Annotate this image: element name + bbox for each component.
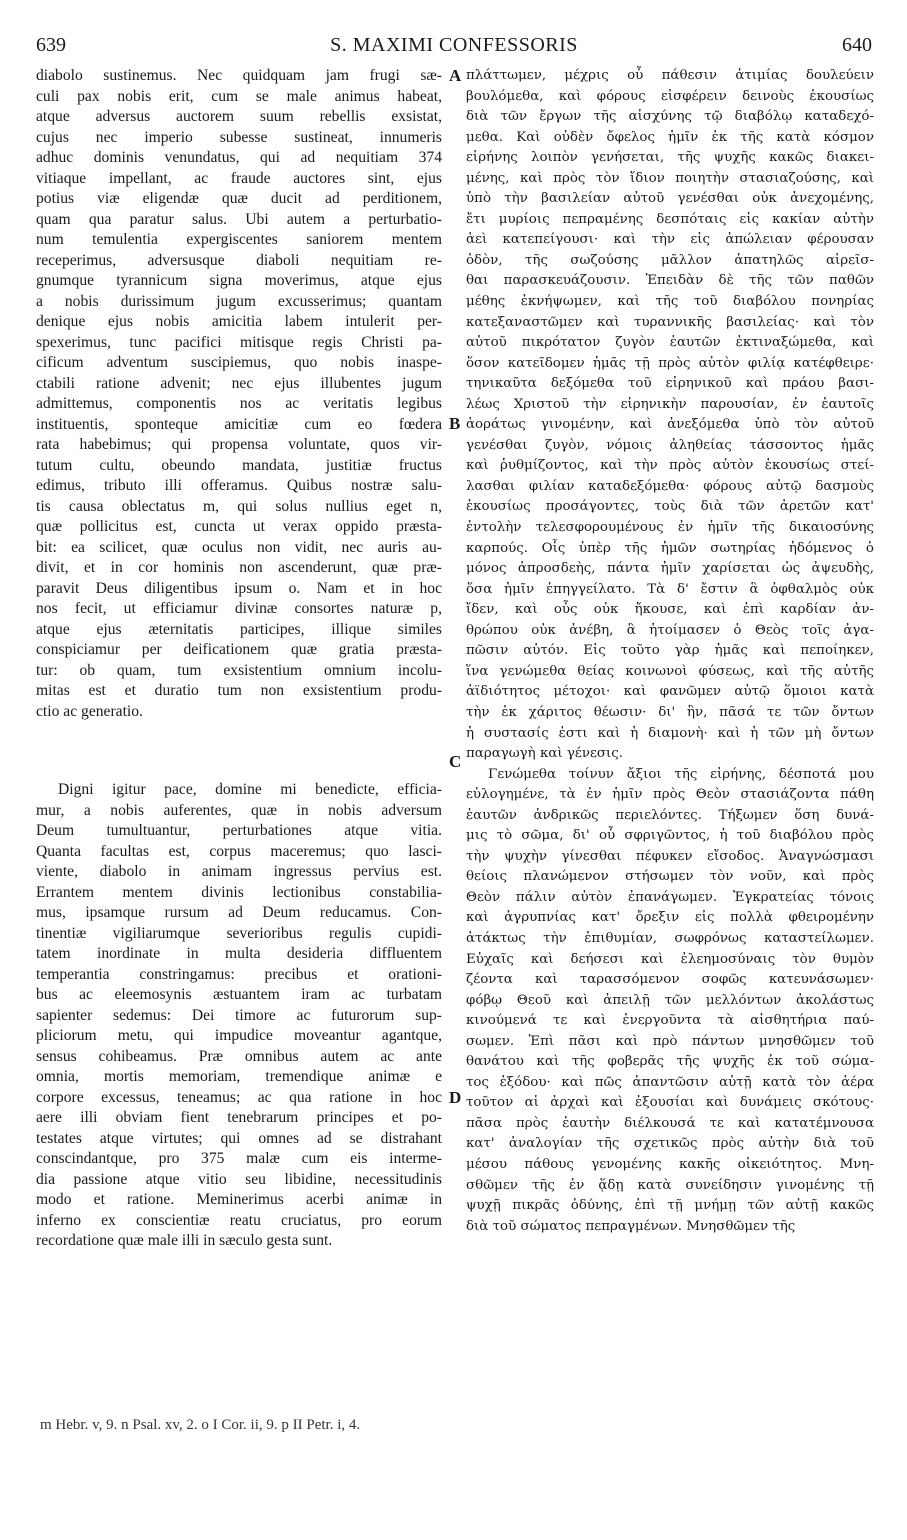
text-line: μέσου πάθους γενομένης κακῆς οἰκειότητος. Μνη-	[466, 1156, 874, 1172]
text-line: ἔτι μυρίοις πεπραμένης δεσπόταις εἰς κακίαν αὐτὴν	[466, 211, 874, 227]
text-line: diabolo sustinemus. Nec quidquam jam frugi sæ-	[36, 67, 442, 84]
text-line: ὑπὸ τὴν βασιλείαν αὐτοῦ γενέσθαι οὐκ ἀνεχομένης,	[466, 191, 874, 207]
text-line: temperantia constringamus: precibus et orationi-	[36, 965, 442, 983]
text-line: instituentis, sponteque amicitiæ cum eo fœdera	[36, 415, 442, 433]
text-line: bit: ea scilicet, quæ oculus non vidit, nec auris au-	[36, 538, 442, 556]
text-line: modo et ratione. Meminerimus acerbi animæ in	[36, 1191, 442, 1208]
text-line: σωμεν. Ἐπὶ πᾶσι καὶ πρὸ πάντων μνησθῶμεν τοῦ	[466, 1033, 874, 1049]
latin-paragraph-2	[36, 780, 442, 1252]
text-line: διὰ τοῦ σώματος πεπραγμένων. Μνησθῶμεν τῆς	[466, 1218, 796, 1234]
text-line: ἀοράτως γινομένην, καὶ ἀνεξόμεθα ὑπὸ τὸν αὐτοῦ	[466, 417, 874, 433]
text-line: cificum adventum suscipiemus, quo nobis inaspe-	[36, 354, 442, 371]
text-line: atque ejus æternitatis participes, illique similes	[36, 620, 442, 638]
text-line: omnia, mortis memoriam, tremendique animæ e	[36, 1068, 442, 1085]
text-line: ἀεὶ κατεπείγουσι· καὶ τὴν εἰς ἀπώλειαν φέρουσαν	[466, 232, 874, 248]
text-line: nos fecit, ut efficiamur divinæ consortes naturæ p,	[36, 600, 442, 617]
section-mark-c: C	[449, 752, 462, 771]
text-line: μένης, καὶ πρὸς τὸν ἴδιον ποιητὴν στασιαζούσης, καὶ	[466, 170, 874, 186]
text-line: μις τὸ σῶμα, δι' οὗ σφριγῶντος, ἡ τοῦ διαβόλου πρὸς	[466, 828, 874, 844]
text-line: πλάττωμεν, μέχρις οὗ πάθεσιν ἀτιμίας δουλεύειν	[466, 68, 874, 83]
page-number-right: 640	[842, 34, 872, 56]
text-line: εὐλογημένε, τὰ ἐν ἡμῖν πρὸς Θεὸν στασιάζοντα πάθη	[466, 787, 874, 803]
text-line: conscindantque, pro 375 malæ cum eis interme-	[36, 1150, 442, 1167]
text-line: ὁδὸν, τῆς σωζούσης μᾶλλον ἀπατηλῶς αἱρεῖσ-	[466, 252, 874, 268]
text-line: paravit Deus diligentibus ipsum o. Nam et in hoc	[36, 579, 442, 597]
text-line: μέθης ἐκνήψωμεν, καὶ τῆς τοῦ διαβόλου πονηρίας	[466, 294, 874, 310]
text-line: edimus, tributo illi offeramus. Quibus nostræ salu-	[36, 477, 442, 494]
text-line: corpore excessus, teneamus; ac qua ratione in hoc	[36, 1088, 442, 1106]
text-line: sensus cohibeamus. Præ omnibus autem ac ante	[36, 1047, 442, 1065]
running-title: S. MAXIMI CONFESSORIS	[330, 34, 578, 56]
text-line: ἐντολὴν τελεσφορουμένους ἐν ἡμῖν τῆς δικαιοσύνης	[466, 520, 874, 536]
text-line: tutum cultu, obeundo mandata, justitiæ fructus	[36, 456, 442, 474]
text-line: tinentiæ vigiliarumque severioribus regulis cupidi-	[36, 924, 442, 942]
text-line: spexerimus, tunc pacifici mitisque regis Christi pa-	[36, 333, 442, 351]
footnotes: m Hebr. v, 9. n Psal. xv, 2. o I Cor. ii, 9. p II Petr. i, 4.	[40, 1417, 361, 1433]
text-line: ἑκουσίως προσάγοντες, τοὺς διὰ τῶν ἀρετῶν κατ'	[466, 499, 874, 515]
text-line: τηνικαῦτα δεξόμεθα τοῦ εἰρηνικοῦ καὶ πράου βασι-	[466, 376, 874, 392]
text-line: βουλόμεθα, καὶ φόρους εἰσφέρειν δεινοὺς ἑκουσίως	[466, 88, 874, 104]
text-line: Θεὸν πάλιν αὐτὸν ἐπανάγωμεν. Ἐγκρατείας τόνοις	[466, 889, 874, 905]
text-line: ἀϊδιότητος μέτοχοι· καὶ φανῶμεν αὐτῷ ὅμοιοι κατὰ	[466, 684, 874, 700]
text-line: denique ejus nobis amicitia labem intulerit per-	[36, 313, 442, 330]
text-line: Γενώμεθα τοίνυν ἄξιοι τῆς εἰρήνης, δέσποτά μου	[488, 766, 874, 782]
text-line: ctabili ratione advenit; nec ejus illubentes jugum	[36, 374, 442, 392]
section-mark-d: D	[449, 1088, 462, 1107]
text-line: sapienter sedemus: Dei timore ac futurorum sup-	[36, 1006, 442, 1024]
text-line: μεθα. Καὶ οὐδὲν ὄφελος ἡμῖν ἐκ τῆς κατὰ κόσμον	[466, 129, 874, 145]
text-line: atque adversus auctorem suum rebellis exsistat,	[36, 108, 442, 125]
text-line: admittemus, componentis nos ac veritatis legibus	[36, 395, 442, 412]
greek-column	[466, 66, 874, 1237]
section-mark-a: A	[449, 66, 462, 85]
text-line: adhuc dominis venundatus, qui ad nequitiam 374	[36, 149, 442, 166]
greek-text	[466, 66, 874, 1237]
text-line: θρώπου οὐκ ἀνέβη, ἃ ἡτοίμασεν ὁ Θεὸς τοῖς ἀγα-	[466, 622, 874, 638]
text-line: κατ' ἀναλογίαν τῆς σχετικῶς πρὸς αὐτὴν διὰ τοῦ	[466, 1136, 874, 1152]
text-line: tis causa oblectatus m, qui solus nullius eget n,	[36, 497, 442, 515]
text-line: cujus nec imperio subesse sustineat, innumeris	[36, 128, 442, 146]
text-line: culi pax nobis erit, cum se male animus habeat,	[36, 87, 442, 105]
text-line: dia passione atque vitio seu libidine, necessitudinis	[36, 1170, 442, 1188]
text-line: θείοις πλανώμενον στήσωμεν τὸν νοῦν, καὶ πρὸς	[466, 869, 874, 885]
text-line: ζέοντα καὶ ταρασσόμενον σοφῶς κατευνάσωμεν·	[466, 972, 874, 988]
text-line: Εὐχαῖς καὶ δεήσεσι καὶ ἐλεημοσύναις τὸν θυμὸν	[466, 951, 874, 967]
text-line: receperimus, adversusque diaboli nequitiam re-	[36, 251, 442, 269]
text-line: bus ac eleemosynis æstuantem iram ac turbatam	[36, 986, 442, 1003]
text-line: tatem inordinate in multa desideria diffluentem	[36, 945, 442, 962]
text-line: rata habebimus; qui propensa voluntate, quos vir-	[36, 436, 442, 453]
text-line: aere illi obviam fient tenebrarum principes et po-	[36, 1109, 442, 1126]
text-line: mur, a nobis auferentes, quæ in nobis adversum	[36, 801, 442, 819]
text-line: divit, et in cor hominis non ascenderunt, quæ præ-	[36, 559, 442, 576]
text-line: mus, ipsamque rursum ad Deum reducamus. Con-	[36, 904, 442, 921]
text-line: Errantem mentem divinis lectionibus constabilia-	[36, 883, 442, 901]
text-line: κατεξαναστῶμεν καὶ τυραννικῆς βασιλείας· καὶ τὸν	[466, 314, 874, 330]
text-line: πᾶσα πρὸς ἑαυτὴν διέλκουσά τε καὶ κατατέμνουσα	[466, 1115, 874, 1131]
text-line: Quanta facultas est, corpus maceremus; quo lasci-	[36, 842, 442, 860]
text-line: ψυχῇ πικρᾶς ὀδύνης, ἐπὶ τῇ μνήμῃ τῶν αὐτῇ κακῶς	[466, 1198, 874, 1214]
text-line: viente, diabolo in animam ingressus pervius est.	[36, 863, 442, 880]
paragraph-gap	[36, 722, 442, 780]
text-line: παραγωγὴ καὶ γένεσις.	[466, 746, 624, 762]
text-line: καὶ ἀγρυπνίας κατ' ὄρεξιν εἰς πολλὰ φθειρομένην	[466, 910, 874, 926]
text-line: ctio ac generatio.	[36, 702, 143, 720]
text-line: λασθαι φιλίαν καταδεξόμεθα· φόρους αὐτῷ δασμοὺς	[466, 478, 874, 494]
text-line: recordatione quæ male illi in sæculo gesta sunt.	[36, 1232, 333, 1249]
text-line: testates atque virtutes; qui omnes ad se distrahant	[36, 1129, 442, 1147]
text-line: θανάτου καὶ τῆς φοβερᾶς τῆς ψυχῆς ἐκ τοῦ σώμα-	[466, 1054, 874, 1070]
text-line: τοῦτον αἱ ἀρχαὶ καὶ ἐξουσίαι καὶ δυνάμεις σκότους·	[466, 1095, 874, 1111]
text-line: Digni igitur pace, domine mi benedicte, efficia-	[58, 781, 442, 798]
text-line: ἴδεν, καὶ οὖς οὐκ ἤκουσε, καὶ ἐπὶ καρδίαν ἀν-	[466, 602, 874, 618]
text-line: num temulentia expergiscentes saniorem mentem	[36, 231, 442, 248]
text-line: τὴν ψυχὴν γίνεσθαι πέφυκεν εἴσοδος. Ἀναγνώσμασι	[466, 848, 874, 864]
text-line: tur: ob quam, tum exsistentium omnium incolu-	[36, 661, 442, 679]
text-line: pliciorum metu, qui impudice moveantur agantque,	[36, 1027, 442, 1044]
text-line: μόνος ἀπροσδεὴς, πάντα ἡμῖν χαρίσεται ὡς ἀψευδὴς,	[466, 561, 874, 577]
text-line: mitas est et duratio tum non exsistentium produ-	[36, 682, 442, 699]
text-line: quam qua paratur salus. Ubi autem a perturbatio-	[36, 210, 442, 228]
text-line: τος ἐξόδου· καὶ πῶς ἀπαντῶσιν αὐτῇ κατὰ τὸν ἀέρα	[466, 1074, 874, 1090]
text-line: θαι παρασκευάζουσιν. Ἐπειδὰν δὲ τῆς τῶν παθῶν	[466, 273, 874, 289]
text-line: αὐτοῦ πικρότατον ζυγὸν ἑαυτῶν ἐκτιναξώμεθα, καὶ	[466, 335, 874, 351]
text-line: σθῶμεν τῆς ἐν ᾅδῃ κατὰ συνείδησιν γινομένης τῇ	[466, 1177, 874, 1193]
text-line: inferno ex conscientiæ reatu cruciatus, pro eorum	[36, 1211, 442, 1229]
text-line: Deum tumultuantur, perturbationes atque vitia.	[36, 822, 442, 839]
text-line: potius viæ eligendæ quæ ducit ad perditionem,	[36, 190, 442, 207]
text-line: τὴν ἐκ χάριτος θέωσιν· δι' ἣν, πᾶσά τε τῶν ὄντων	[466, 704, 874, 720]
text-line: κινούμενά τε καὶ ἐνεργοῦντα τὰ αἰσθητήρια παύ-	[466, 1013, 874, 1029]
text-line: καρπούς. Οἷς ὑπὲρ τῆς ἡμῶν σωτηρίας ἡδόμενος ὁ	[466, 540, 874, 556]
text-line: ἵνα γενώμεθα θείας κοινωνοὶ φύσεως, καὶ τῆς αὐτῆς	[466, 663, 874, 679]
text-line: gnumque tyrannicum signa moverimus, atque ejus	[36, 272, 442, 289]
text-line: ἀτάκτως τὴν ἐπιθυμίαν, σωφρόνως καταστείλωμεν.	[466, 930, 874, 946]
text-line: ἡ συστασίς ἐστι καὶ ἡ διαμονὴ· καὶ ἡ τῶν μὴ ὄντων	[466, 725, 874, 741]
page-number-left: 639	[36, 34, 66, 56]
text-line: ἑαυτῶν ἀνδρικῶς περιελόντες. Τήξωμεν ὅση δυνά-	[466, 807, 874, 823]
running-header	[36, 34, 872, 64]
text-line: a nobis durissimum jugum excusserimus; quantam	[36, 292, 442, 310]
text-line: διὰ τῶν ἔργων τῆς αἰσχύνης τῷ διαβόλῳ καταδεχό-	[466, 109, 874, 125]
latin-paragraph-1	[36, 66, 442, 722]
text-line: conspiciamur per deificationem quæ gratia præsta-	[36, 641, 442, 658]
text-line: γενέσθαι ζυγὸν, νόμοις ἀληθείας τάσσοντος ἡμᾶς	[466, 437, 874, 453]
text-line: καὶ ῥυθμίζοντος, καὶ τὴν πρὸς αὐτὸν ἑκουσίως στεί-	[466, 458, 874, 474]
text-line: vitiaque impellant, ac fraude auctores sint, ejus	[36, 169, 442, 187]
text-line: ὅσα ἡμῖν ἐπηγγείλατο. Τὰ δ' ἔστιν ἃ ὀφθαλμὸς οὐκ	[466, 581, 874, 597]
text-line: εἰρήνης λοιπὸν γενήσεται, τῆς ψυχῆς κακῶς διακει-	[466, 150, 874, 166]
text-line: quæ pollicitus est, cuncta ut verax oppido præsta-	[36, 518, 442, 535]
latin-column	[36, 66, 442, 1252]
section-mark-b: B	[449, 414, 461, 433]
text-line: πῶσιν αὐτόν. Εἰς τοῦτο γὰρ ἡμᾶς καὶ πεποίηκεν,	[466, 643, 874, 659]
text-line: λέως Χριστοῦ τὴν εἰρηνικὴν παρουσίαν, ἐν ἑαυτοῖς	[466, 396, 874, 412]
text-line: ὅσον κατεῖδομεν ἡμᾶς τῇ πρὸς αὐτὸν φιλίᾳ κατέφθειρε·	[466, 355, 874, 371]
text-line: φόβῳ Θεοῦ καὶ ἀπειλῇ τῶν μελλόντων ἀκολάστως	[466, 992, 874, 1008]
